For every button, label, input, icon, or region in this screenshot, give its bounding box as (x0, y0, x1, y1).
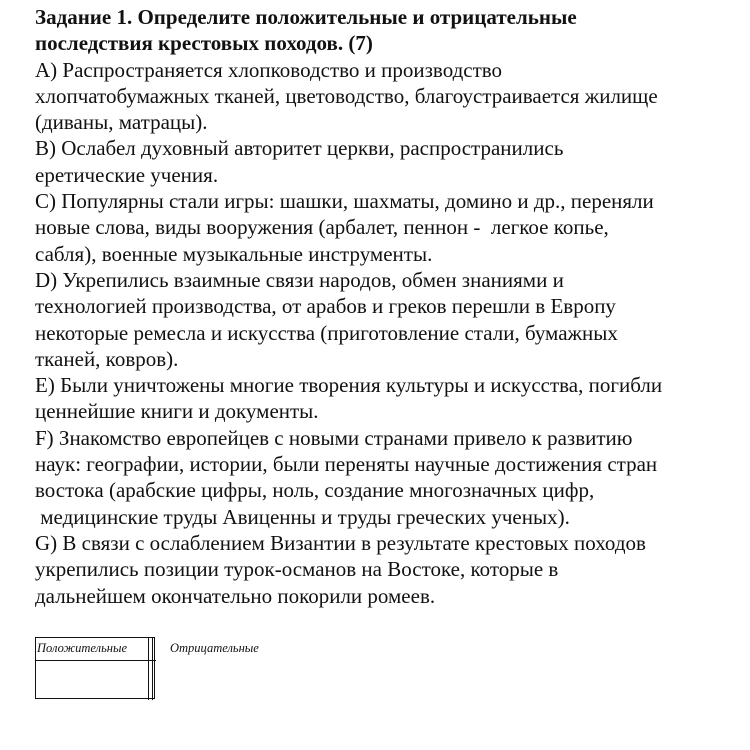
item-d-line: некоторые ремесла и искусства (приготовление стали, бумажных (35, 320, 618, 345)
item-c-line: сабля), военные музыкальные инструменты. (35, 241, 433, 266)
item-a-line: хлопчатобумажных тканей, цветоводство, благоустраивается жилище (35, 83, 658, 108)
item-f-line: востока (арабские цифры, ноль, создание многозначных цифр, (35, 478, 595, 503)
item-c-line: C) Популярны стали игры: шашки, шахматы, домино и др., переняли (35, 189, 654, 214)
item-d-line: тканей, ковров). (35, 346, 179, 371)
item-g (35, 530, 735, 609)
item-d-line: D) Укрепились взаимные связи народов, обмен знаниями и (35, 267, 564, 292)
item-e (35, 372, 735, 425)
task-text (35, 4, 735, 609)
negative-column-header: Отрицательные (170, 641, 259, 655)
item-a-line: (диваны, матрацы). (35, 110, 208, 135)
item-g-line: укрепились позиции турок-османов на Востоке, которые в (35, 557, 559, 582)
item-e-line: ценнейшие книги и документы. (35, 399, 319, 424)
task-title-line: Задание 1. Определите положительные и отрицательные (35, 5, 577, 29)
item-f (35, 425, 735, 530)
item-f-line: медицинские труды Авиценны и труды греческих ученых). (35, 504, 570, 529)
item-a (35, 57, 735, 136)
item-c-line: новые слова, виды вооружения (арбалет, пеннон - легкое копье, (35, 215, 609, 240)
item-f-line: наук: географии, истории, были переняты научные достижения стран (35, 452, 658, 477)
item-d-line: технологией производства, от арабов и греков перешли в Европу (35, 294, 616, 319)
task-title-line: последствия крестовых походов. (7) (35, 31, 373, 56)
item-b (35, 135, 735, 188)
table-column-divider (152, 638, 153, 700)
item-b-line: B) Ослабел духовный авторитет церкви, распространились (35, 136, 564, 161)
item-g-line: дальнейшем окончательно покорили ромеев. (35, 583, 436, 608)
item-c (35, 188, 735, 267)
task-title (35, 4, 735, 57)
item-g-line: G) В связи с ослаблением Византии в результате крестовых походов (35, 530, 646, 555)
item-a-line: A) Распространяется хлопководство и производство (35, 57, 503, 82)
item-d (35, 267, 735, 372)
item-b-line: еретические учения. (35, 162, 219, 187)
table-header-divider (36, 660, 156, 661)
positive-column-header: Положительные (37, 641, 128, 655)
item-f-line: F) Знакомство европейцев с новыми странами привело к развитию (35, 425, 633, 450)
item-e-line: E) Были уничтожены многие творения культуры и искусства, погибли (35, 373, 663, 398)
table-column-divider (148, 638, 149, 700)
